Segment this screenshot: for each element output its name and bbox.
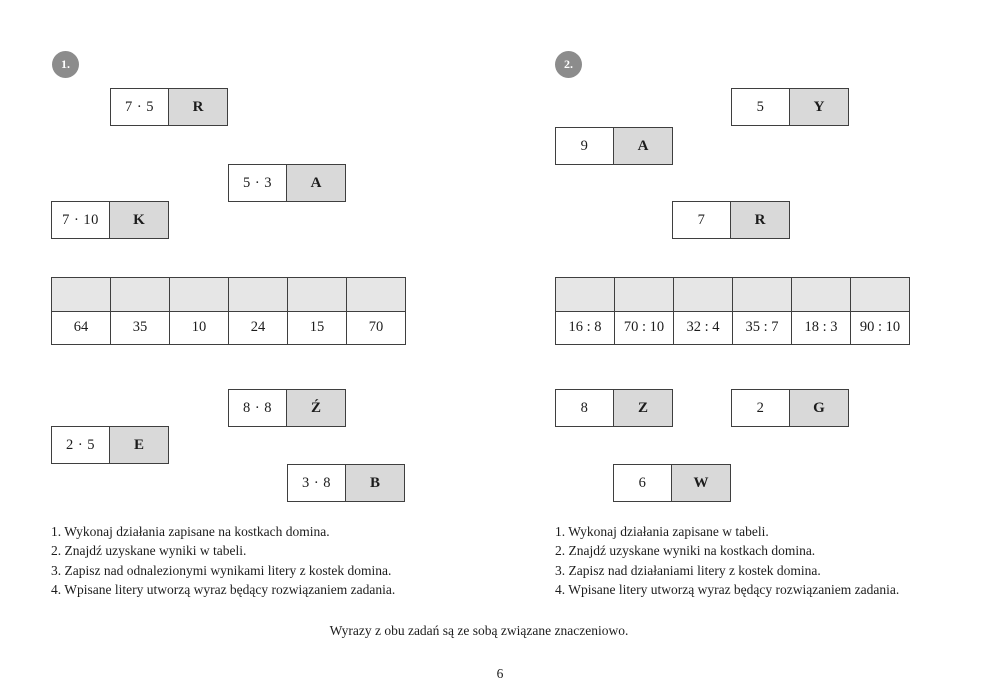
- results-table-exercise-2: [555, 277, 910, 345]
- instruction-line: 1. Wykonaj działania zapisane na kostkach domina.: [51, 524, 330, 539]
- instructions-exercise-1: [51, 522, 395, 599]
- domino-letter: W: [672, 465, 730, 501]
- value-cell: 70: [347, 311, 406, 345]
- domino-operation: 5: [732, 89, 790, 125]
- answer-cell: [288, 278, 347, 312]
- domino-operation: 8 · 8: [229, 390, 287, 426]
- answer-cell: [733, 278, 792, 312]
- domino-operation: 2 · 5: [52, 427, 110, 463]
- value-cell: 70 : 10: [615, 311, 674, 345]
- domino-operation: 5 · 3: [229, 165, 287, 201]
- domino-operation: 7 · 5: [111, 89, 169, 125]
- answer-cell: [347, 278, 406, 312]
- results-table-exercise-1: [51, 277, 406, 345]
- domino-tile: [287, 464, 405, 502]
- domino-operation: 6: [614, 465, 672, 501]
- value-cell: 32 : 4: [674, 311, 733, 345]
- instructions-exercise-2: [555, 522, 899, 599]
- answer-row: [52, 278, 406, 312]
- domino-tile: [228, 389, 346, 427]
- value-cell: 10: [170, 311, 229, 345]
- domino-letter: Z: [614, 390, 672, 426]
- answer-cell: [792, 278, 851, 312]
- value-cell: 16 : 8: [556, 311, 615, 345]
- value-cell: 64: [52, 311, 111, 345]
- domino-letter: G: [790, 390, 848, 426]
- domino-tile: [51, 426, 169, 464]
- value-row: [52, 311, 406, 345]
- domino-letter: R: [731, 202, 789, 238]
- instruction-line: 4. Wpisane litery utworzą wyraz będący rozwiązaniem zadania.: [555, 581, 900, 597]
- domino-operation: 7 · 10: [52, 202, 110, 238]
- exercise-1-badge: 1.: [52, 51, 79, 78]
- answer-row: [556, 278, 910, 312]
- domino-tile: [51, 201, 169, 239]
- domino-letter: R: [169, 89, 227, 125]
- domino-letter: E: [110, 427, 168, 463]
- domino-operation: 2: [732, 390, 790, 426]
- answer-cell: [851, 278, 910, 312]
- value-cell: 90 : 10: [851, 311, 910, 345]
- answer-cell: [674, 278, 733, 312]
- instruction-line: 1. Wykonaj działania zapisane w tabeli.: [555, 524, 769, 539]
- domino-operation: 9: [556, 128, 614, 164]
- domino-tile: [228, 164, 346, 202]
- domino-tile: [110, 88, 228, 126]
- page-number: 6: [496, 666, 504, 681]
- value-cell: 18 : 3: [792, 311, 851, 345]
- domino-tile: [555, 127, 673, 165]
- domino-operation: 8: [556, 390, 614, 426]
- domino-operation: 3 · 8: [288, 465, 346, 501]
- domino-letter: A: [614, 128, 672, 164]
- instruction-line: 3. Zapisz nad działaniami litery z kostek domina.: [555, 562, 821, 578]
- domino-tile: [731, 389, 849, 427]
- domino-letter: Y: [790, 89, 848, 125]
- answer-cell: [111, 278, 170, 312]
- value-row: [556, 311, 910, 345]
- domino-tile: [613, 464, 731, 502]
- footer-note: Wyrazy z obu zadań są ze sobą związane znaczeniowo.: [329, 623, 629, 638]
- domino-letter: B: [346, 465, 404, 501]
- instruction-line: 3. Zapisz nad odnalezionymi wynikami litery z kostek domina.: [51, 562, 392, 578]
- instruction-line: 2. Znajdź uzyskane wyniki na kostkach domina.: [555, 543, 816, 559]
- value-cell: 15: [288, 311, 347, 345]
- domino-letter: A: [287, 165, 345, 201]
- domino-tile: [672, 201, 790, 239]
- value-cell: 35 : 7: [733, 311, 792, 345]
- domino-operation: 7: [673, 202, 731, 238]
- instruction-line: 4. Wpisane litery utworzą wyraz będący rozwiązaniem zadania.: [51, 581, 396, 597]
- answer-cell: [615, 278, 674, 312]
- instruction-line: 2. Znajdź uzyskane wyniki w tabeli.: [51, 543, 247, 559]
- value-cell: 24: [229, 311, 288, 345]
- answer-cell: [52, 278, 111, 312]
- domino-tile: [731, 88, 849, 126]
- domino-letter: Ź: [287, 390, 345, 426]
- answer-cell: [556, 278, 615, 312]
- domino-tile: [555, 389, 673, 427]
- exercise-2-badge: 2.: [555, 51, 582, 78]
- answer-cell: [170, 278, 229, 312]
- value-cell: 35: [111, 311, 170, 345]
- answer-cell: [229, 278, 288, 312]
- domino-letter: K: [110, 202, 168, 238]
